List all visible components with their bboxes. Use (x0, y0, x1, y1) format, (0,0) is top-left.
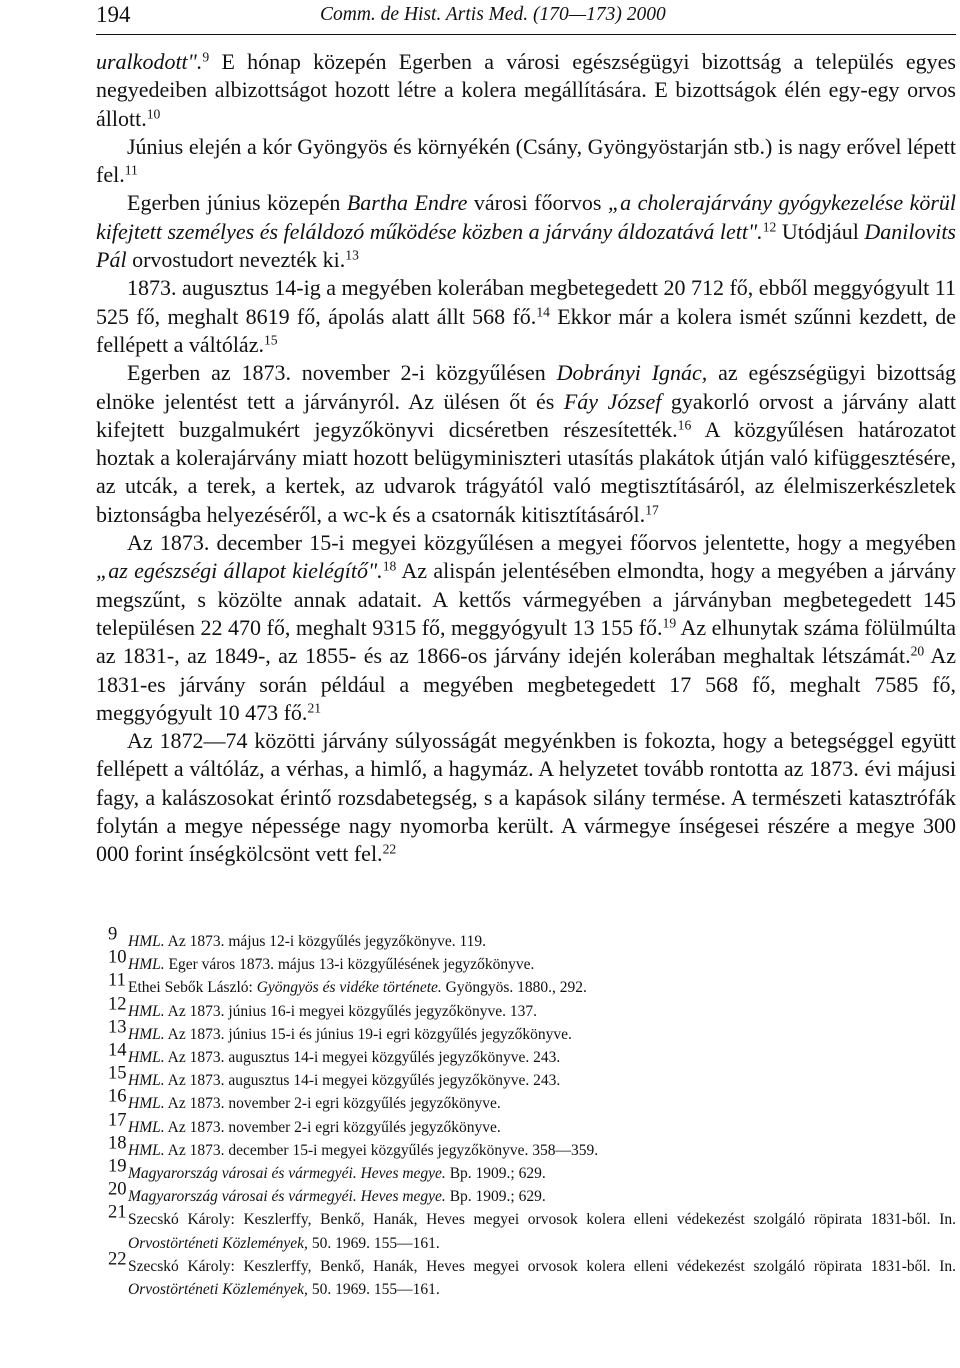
italic-text: HML. (128, 1095, 165, 1113)
paragraph (96, 133, 956, 190)
italic-text: „az egészségi állapot kielégítő". (96, 558, 383, 584)
text-run: E hónap közepén Egerben a városi egészségügyi bizottság a település egyes negyedeiben albizottságot hozott létre a kolera megállítására. E bizottságok élén egy-egy orvos állott. (96, 49, 956, 131)
footnote-number (108, 1201, 127, 1231)
footnote (108, 993, 956, 1023)
italic-text: HML. (128, 956, 165, 974)
italic-text: HML. (128, 1025, 165, 1043)
italic-text: HML. (128, 1118, 165, 1136)
footnote (108, 1201, 956, 1254)
footnote-number-text: 16 (108, 1085, 127, 1107)
footnote-ref: 15 (263, 332, 278, 348)
footnote-text (128, 1258, 956, 1298)
running-head: Comm. de Hist. Artis Med. (170—173) 2000 (320, 4, 666, 25)
footnote-number-text: 21 (108, 1201, 127, 1223)
footnote-text (128, 1142, 598, 1159)
footnote-text (128, 1072, 560, 1089)
footnote-number-text: 19 (108, 1155, 127, 1177)
footnote-ref: 22 (382, 841, 397, 857)
italic-text: HML. (128, 1072, 165, 1090)
footnote-ref: 12 (762, 219, 777, 235)
text-run: Az 1873. június 15-i és június 19-i egri közgyűlés jegyzőkönyve. (164, 1025, 572, 1043)
footnote-number-text: 13 (108, 1016, 127, 1038)
footnote-number-text: 14 (108, 1039, 127, 1061)
footnote-ref: 16 (677, 417, 692, 433)
text-run: A közgyűlésen határozatot hoztak a kolerajárvány miatt hozott belügyminiszteri utasítás plakátok útján való kifüggesztésére, az utcák, a terek, a kertek, az udvarok trágyától való megtisztításáról, az élelmiszerkészletek biztonságba helyezéséről, a wc-k és a csatornák kitisztításáról. (96, 416, 956, 527)
text-run: gyakorló orvost a járvány alatt kifejtett buzgalmukért jegyzőkönyvi dicséretben részesítették. (96, 388, 956, 442)
page-number: 194 (96, 2, 131, 27)
text-run: Az 1873. december 15-i megyei közgyűlés jegyzőkönyve. 358—359. (164, 1141, 599, 1159)
footnote-text (128, 1119, 501, 1136)
footnote-ref: 19 (662, 615, 677, 631)
footnote-text (128, 956, 534, 973)
italic-text: HML. (128, 933, 165, 950)
text-run: 50. 1969. 155—161. (307, 1234, 440, 1252)
paragraph (96, 274, 956, 359)
italic-text: HML. (128, 1049, 165, 1067)
footnote-text (128, 1026, 572, 1043)
text-run: Ekkor már a kolera ismét szűnni kezdett, de fellépett a váltóláz. (96, 303, 957, 357)
footnote (108, 923, 956, 953)
footnote-text (128, 1165, 546, 1182)
italic-text: Gyöngyös és vidéke története. (256, 979, 442, 997)
text-run: Utódjául (776, 218, 865, 244)
italic-text: uralkodott". (96, 49, 203, 74)
italic-text: Magyarország városai és vármegyéi. Heves megye. (128, 1188, 446, 1206)
text-run: Az 1873. augusztus 14-i megyei közgyűlés jegyzőkönyve. 243. (164, 1072, 561, 1090)
footnote-ref: 14 (536, 304, 550, 320)
footnote-ref: 17 (645, 502, 659, 518)
paragraph (96, 727, 956, 868)
italic-text: Bartha Endre (346, 190, 468, 216)
text-run: Az 1831-es járvány során például a megyében megbetegedett 17 568 fő, meghalt 7585 fő, meggyógyult 10 473 fő. (96, 643, 956, 725)
paragraph (96, 529, 956, 727)
footnote-number-text: 17 (108, 1109, 127, 1131)
footnote-ref: 20 (910, 643, 925, 659)
text-run: Június elején a kór Gyöngyös és környékén (Csány, Gyöngyöstarján stb.) is nagy erővel lépett fel. (96, 133, 956, 188)
italic-text: Magyarország városai és vármegyéi. Heves megye. (128, 1165, 446, 1183)
footnote-text (128, 1095, 501, 1112)
footnote-number-text: 12 (108, 993, 127, 1015)
footnote-text (128, 979, 587, 996)
text-run: Az 1873. május 12-i közgyűlés jegyzőkönyve. 119. (164, 933, 487, 950)
footnote-number-text: 22 (108, 1248, 127, 1270)
footnote-ref: 10 (146, 106, 161, 122)
header-rule (96, 34, 956, 35)
text-run: Egerben június közepén (127, 190, 347, 216)
text-run: 50. 1969. 155—161. (307, 1281, 440, 1299)
text-run: Gyöngyös. 1880., 292. (441, 979, 587, 997)
footnote-text (128, 933, 486, 950)
text-run: az egészségügyi bizottság elnöke jelentést tett a járványról. Az ülésen őt és (96, 360, 956, 414)
text-run: Bp. 1909.; 629. (445, 1165, 546, 1183)
footnote-number-text: 18 (108, 1132, 127, 1154)
footnote-text (128, 1211, 956, 1251)
footnote (108, 1155, 956, 1185)
text-run: Az 1873. december 15-i megyei közgyűlésen a megyei főorvos jelentette, hogy a megyében (127, 530, 956, 556)
footnote (108, 1109, 956, 1139)
footnote (108, 969, 956, 999)
text-run: Egerben az 1873. november 2-i közgyűlésen (127, 360, 557, 386)
footnote-number-text: 9 (108, 923, 118, 945)
footnote-number (108, 1248, 127, 1278)
footnote (108, 1039, 956, 1069)
italic-text: HML. (128, 1141, 165, 1159)
text-run: Bp. 1909.; 629. (445, 1188, 546, 1206)
text-run: Szecskó Károly: Keszlerffy, Benkő, Hanák, Heves megyei orvosok kolera elleni védekezést szolgáló röpirata 1831-ből. In. (128, 1211, 956, 1229)
italic-text: Orvostörténeti Közlemények, (128, 1234, 308, 1252)
text-run: Az 1873. november 2-i egri közgyűlés jegyzőkönyve. (164, 1118, 501, 1136)
text-run: orvostudort nevezték ki. (126, 247, 346, 273)
text-run: Szecskó Károly: Keszlerffy, Benkő, Hanák, Heves megyei orvosok kolera elleni védekezést szolgáló röpirata 1831-ből. In. (128, 1257, 956, 1275)
footnote-number-text: 15 (108, 1062, 127, 1084)
text-run: Az 1873. augusztus 14-i megyei közgyűlés jegyzőkönyve. 243. (164, 1049, 561, 1067)
text-run: Az 1873. június 16-i megyei közgyűlés jegyzőkönyve. 137. (164, 1002, 537, 1020)
page-header (96, 2, 956, 36)
footnote (108, 1016, 956, 1046)
footnote-number-text: 20 (108, 1178, 127, 1200)
italic-text: Orvostörténeti Közlemények, (128, 1281, 308, 1299)
text-run: Ethei Sebők László: (128, 979, 257, 997)
paragraph (96, 359, 956, 529)
footnote (108, 1178, 956, 1208)
footnote (108, 1062, 956, 1092)
footnote-number-text: 10 (108, 946, 127, 968)
paragraph (96, 48, 956, 133)
text-run: Az alispán jelentésében elmondta, hogy a megyében a járvány megszűnt, s közölte annak adatait. A kettős vármegyében a járványban megbetegedett 145 településen 22 470 fő, meghalt 9315 fő, meggyógyult 13 155 fő. (96, 558, 956, 640)
main-text (96, 48, 956, 869)
footnote (108, 1248, 956, 1301)
footnote-text (128, 1003, 537, 1020)
text-run: 1873. augusztus 14-ig a megyében kolerában megbetegedett 20 712 fő, ebből meggyógyult 11 525 fő, meghalt 8619 fő, ápolás alatt állt 568 fő. (96, 275, 956, 329)
italic-text: „a cholerajárvány gyógykezelése körül kifejtett személyes és feláldozó működése közben a járvány áldozatává lett". (96, 190, 957, 244)
footnote (108, 1132, 956, 1162)
footnotes (108, 923, 956, 1301)
footnote-ref: 13 (345, 247, 359, 263)
text-run: Az 1873. november 2-i egri közgyűlés jegyzőkönyve. (164, 1095, 501, 1113)
italic-text: Fáy József (563, 388, 662, 414)
footnote-text (128, 1188, 546, 1205)
footnote-number-text: 11 (108, 969, 126, 991)
paragraph (96, 189, 956, 274)
italic-text: HML. (128, 1002, 165, 1020)
footnote-ref: 21 (307, 700, 322, 716)
text-run: Az elhunytak száma fölülmúlta az 1831-, az 1849-, az 1855- és az 1866-os járvány idején kolerában meghaltak létszámát. (96, 614, 956, 669)
footnote-ref: 11 (124, 162, 138, 178)
text-run: Az 1872—74 közötti járvány súlyosságát megyénkben is fokozta, hogy a betegséggel együtt fellépett a váltóláz, a vérhas, a himlő, a hagymáz. A helyzetet tovább rontotta az 1873. évi májusi fagy, a kalászosokat érintő rozsdabetegség, s a kapások silány termése. A természeti katasztrófák folytán a megye népessége nagy nyomorba került. A vármegye ínségesei részére a megye 300 000 forint ínségkölcsönt vett fel. (96, 728, 956, 867)
footnote-ref: 9 (202, 49, 210, 65)
footnote-ref: 18 (382, 558, 397, 574)
italic-text: Danilovits Pál (96, 218, 956, 273)
footnote (108, 1085, 956, 1115)
footnote-text (128, 1049, 560, 1066)
text-run: városi főorvos (467, 190, 608, 216)
text-run: Eger város 1873. május 13-i közgyűlésének jegyzőkönyve. (164, 956, 535, 974)
italic-text: Dobrányi Ignác, (556, 360, 708, 386)
footnote (108, 946, 956, 976)
